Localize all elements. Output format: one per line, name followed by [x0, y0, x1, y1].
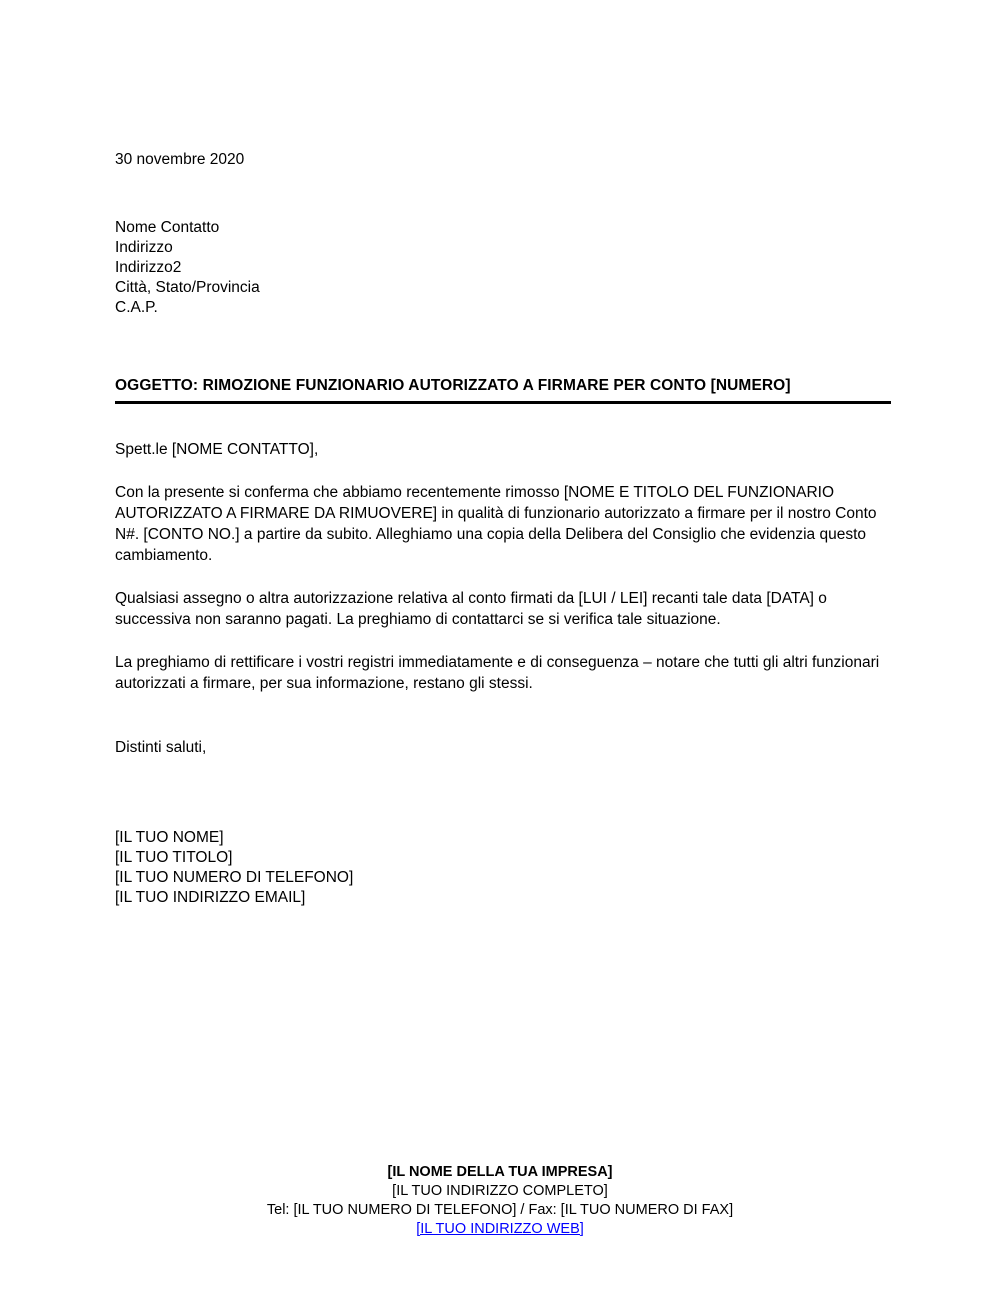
- salutation: Spett.le [NOME CONTATTO],: [115, 441, 319, 458]
- footer-address: [IL TUO INDIRIZZO COMPLETO]: [392, 1183, 608, 1199]
- footer-company-name: [IL NOME DELLA TUA IMPRESA]: [387, 1164, 613, 1180]
- footer-website-link[interactable]: [IL TUO INDIRIZZO WEB]: [416, 1221, 584, 1237]
- page-footer: [0, 1163, 1000, 1239]
- subject-divider-rule: [115, 401, 891, 404]
- letter-body: [115, 150, 891, 908]
- body-paragraph-3: La preghiamo di rettificare i vostri registri immediatamente e di conseguenza – notare che tutti gli altri funzionari autorizzati a firmare, per sua informazione, restano gli stessi.: [115, 654, 880, 692]
- recipient-city-state: Città, Stato/Provincia: [115, 279, 260, 296]
- recipient-address-1: Indirizzo: [115, 239, 173, 256]
- signer-email: [IL TUO INDIRIZZO EMAIL]: [115, 889, 306, 906]
- recipient-address-block: [115, 218, 891, 318]
- letter-date: 30 novembre 2020: [115, 151, 245, 168]
- signer-name: [IL TUO NOME]: [115, 829, 224, 846]
- signature-block: [115, 828, 891, 908]
- recipient-address-2: Indirizzo2: [115, 259, 182, 276]
- footer-phone-fax: Tel: [IL TUO NUMERO DI TELEFONO] / Fax: [IL TUO NUMERO DI FAX]: [266, 1202, 734, 1218]
- recipient-name: Nome Contatto: [115, 219, 220, 236]
- recipient-postal-code: C.A.P.: [115, 299, 158, 316]
- body-paragraph-1: Con la presente si conferma che abbiamo recentemente rimosso [NOME E TITOLO DEL FUNZIONARIO AUTORIZZATO A FIRMARE DA RIMUOVERE] in qualità di funzionario autorizzato a firmare per il nostro Conto N#. [CONTO NO.] a partire da subito. Alleghiamo una copia della Delibera del Consiglio che evidenzia questo cambiamento.: [115, 484, 877, 564]
- subject-heading: OGGETTO: RIMOZIONE FUNZIONARIO AUTORIZZATO A FIRMARE PER CONTO [NUMERO]: [115, 377, 791, 394]
- signer-title: [IL TUO TITOLO]: [115, 849, 233, 866]
- body-paragraph-2: Qualsiasi assegno o altra autorizzazione relativa al conto firmati da [LUI / LEI] recanti tale data [DATA] o successiva non saranno pagati. La preghiamo di contattarci se si verifica tale situazione.: [115, 590, 827, 628]
- subject-section: [115, 376, 891, 404]
- closing-salutation: Distinti saluti,: [115, 739, 207, 756]
- footer-web-line: [0, 1220, 1000, 1239]
- signer-phone: [IL TUO NUMERO DI TELEFONO]: [115, 869, 354, 886]
